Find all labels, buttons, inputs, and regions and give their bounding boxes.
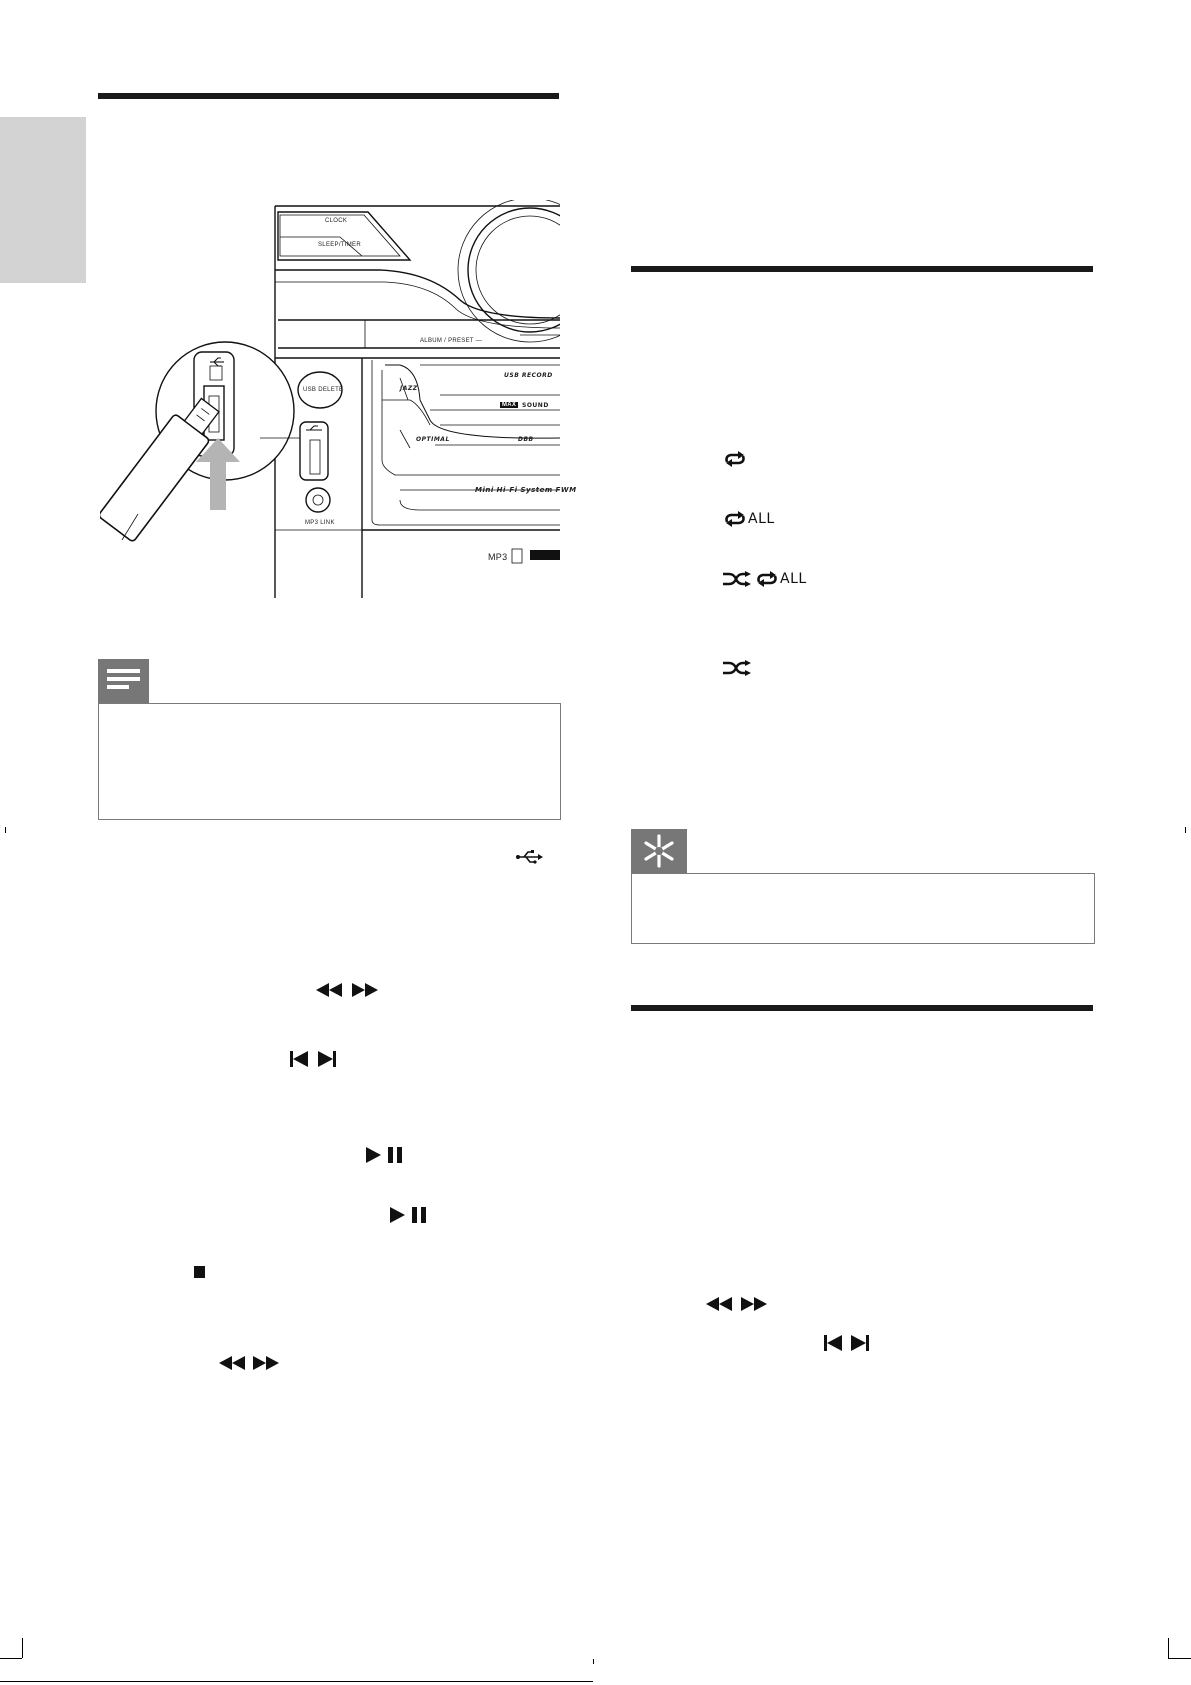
- device-drawing: [100, 200, 560, 600]
- jazz-label: JAZZ: [400, 385, 418, 392]
- rewind-fast-forward-icon: [706, 1296, 768, 1315]
- section-rule-right-bottom: [631, 1005, 1093, 1011]
- shuffle-repeat-all-label: ALL: [780, 571, 807, 587]
- dbb-label: DBB: [518, 436, 534, 443]
- stop-icon: [194, 1265, 206, 1282]
- repeat-all-label: ALL: [748, 511, 775, 527]
- optimal-label: OPTIMAL: [416, 436, 450, 443]
- usb-record-label: USB RECORD: [504, 372, 553, 379]
- shuffle-icon: [723, 660, 753, 676]
- previous-next-icon: [824, 1334, 870, 1355]
- model-label: Mini Hi-Fi System FWM: [475, 486, 577, 494]
- note-tag: [98, 659, 149, 703]
- note-box: [98, 703, 561, 820]
- note-icon: [98, 659, 149, 703]
- usb-delete-label: USB DELETE: [303, 387, 344, 393]
- tip-icon: [631, 829, 687, 873]
- play-pause-icon: [390, 1206, 428, 1227]
- previous-next-icon: [290, 1050, 338, 1071]
- section-rule-left-top: [98, 93, 559, 99]
- crop-mark: [1168, 1658, 1191, 1659]
- mp3-logo-label: MP3: [488, 552, 508, 562]
- crop-mark: [0, 1681, 593, 1682]
- max-sound-badge: MAX: [502, 402, 517, 408]
- section-rule-right-top: [631, 266, 1093, 272]
- language-side-tab: [0, 117, 86, 283]
- shuffle-repeat-all-icon: [723, 571, 779, 587]
- play-mode-repeat: [723, 451, 747, 470]
- mp3-link-label: MP3 LINK: [305, 520, 335, 526]
- repeat-all-icon: [723, 511, 747, 527]
- play-mode-repeat-all: [723, 511, 775, 530]
- rewind-fast-forward-icon: [316, 982, 380, 1001]
- crop-mark: [0, 1658, 22, 1659]
- crop-mark: [22, 1638, 23, 1658]
- repeat-icon: [723, 451, 747, 467]
- clock-label: CLOCK: [325, 218, 348, 224]
- max-sound-label: SOUND: [522, 402, 549, 409]
- tip-tag: [631, 829, 687, 873]
- tip-box: [631, 873, 1095, 944]
- play-mode-shuffle-repeat-all: [723, 571, 807, 590]
- crop-mark: [5, 827, 6, 833]
- sleep-timer-label: SLEEP/TIMER: [318, 242, 361, 248]
- crop-mark: [593, 1659, 594, 1664]
- rewind-fast-forward-icon: [219, 1355, 279, 1374]
- crop-mark: [1185, 827, 1186, 833]
- play-mode-shuffle: [723, 660, 753, 679]
- album-preset-label: ALBUM / PRESET —: [420, 338, 483, 344]
- usb-icon: [516, 848, 544, 870]
- usb-connection-illustration: [100, 200, 577, 600]
- play-pause-icon: [366, 1146, 404, 1167]
- crop-mark: [1168, 1638, 1169, 1658]
